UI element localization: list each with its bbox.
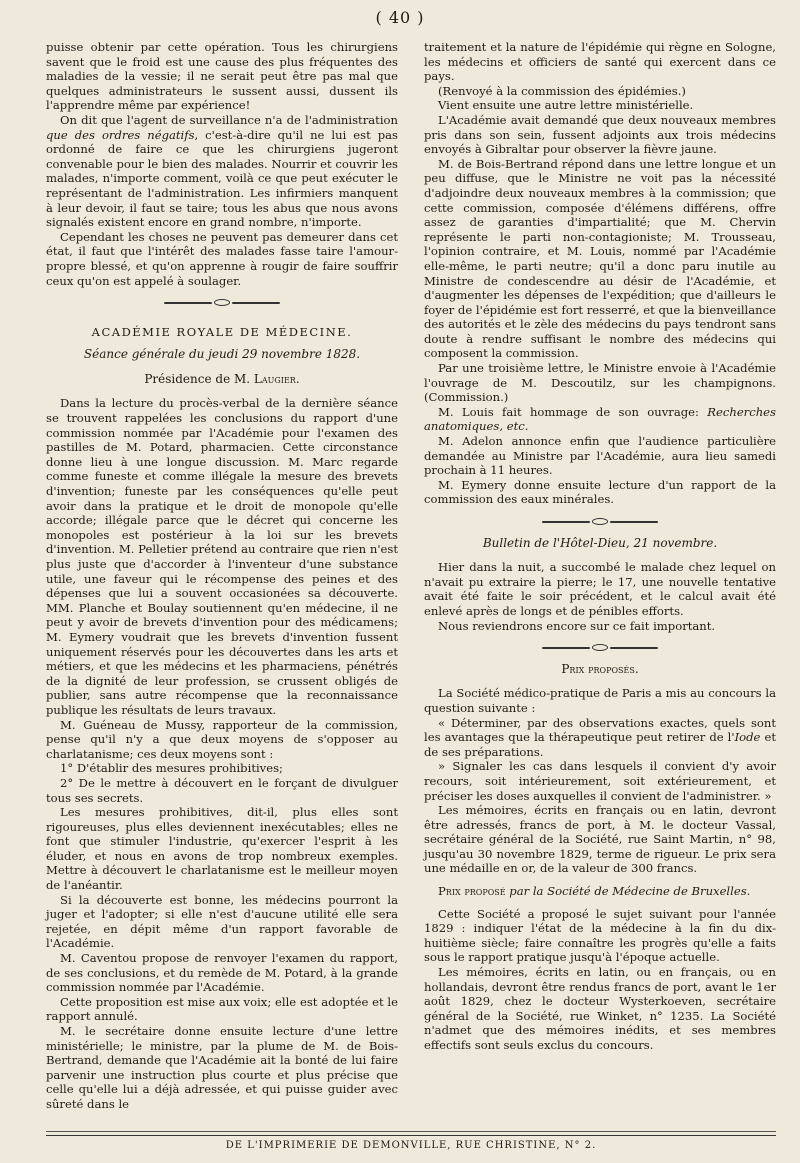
paragraph: traitement et la nature de l'épidémie qui règne en Sologne, les médecins et officiers de santé qui exercent dans ce pays.	[424, 40, 776, 84]
italic-text: Recherches anatomiques, etc.	[424, 404, 776, 434]
left-column	[46, 40, 398, 1112]
paragraph: M. le secrétaire donne ensuite lecture d'une lettre ministérielle; le ministre, par la plume de M. de Bois-Bertrand, demande que l'Académie ait la bonté de lui faire parvenir une instruction plus courte et plus précise que celle qu'elle lui a déjà adressée, et qui puisse guider avec sûreté dans le	[46, 1024, 398, 1111]
paragraph: Les mesures prohibitives, dit-il, plus elles sont rigoureuses, plus elles deviennent inexécutables; elles ne font que stimuler l'industrie, qu'exercer l'esprit à les éluder, et nous en avons de trop nombreux exemples. Mettre à découvert le charlatanisme est le meilleur moyen de l'anéantir.	[46, 805, 398, 893]
ornament-divider	[424, 641, 776, 656]
paragraph: M. Guéneau de Mussy, rapporteur de la commission, pense qu'il n'y a que deux moyens de s'opposer au charlatanisme; ces deux moyens sont :	[46, 717, 398, 761]
paragraph: Cependant les choses ne peuvent pas demeurer dans cet état, il faut que l'intérêt des malades fasse taire l'amour-propre blessé, et qu'on apprenne à rougir de faire souffrir ceux qu'on est appelé à soulager.	[46, 229, 398, 288]
paragraph: Les mémoires, écrits en latin, ou en français, ou en hollandais, devront être rendus francs de port, avant le 1er août 1829, chez le docteur Wysterkoeven, secrétaire général de la Société, rue Winket, n° 1235. La Société n'admet que des mémoires inédits, et ses membres effectifs sont seuls exclus du concours.	[424, 965, 776, 1052]
paragraph: La Société médico-pratique de Paris a mis au concours la question suivante :	[424, 686, 776, 715]
paragraph: 2° De le mettre à découvert en le forçant de divulguer tous ses secrets.	[46, 775, 398, 805]
text: Présidence de M.	[144, 371, 254, 386]
paragraph: Cette proposition est mise aux voix; elle est adoptée et le rapport annulé.	[46, 994, 398, 1024]
paragraph: M. Caventou propose de renvoyer l'examen du rapport, de ses conclusions, et du remède de M. Potard, à la grande commission nommée par l'Académie.	[46, 951, 398, 995]
paragraph	[424, 405, 776, 434]
text: Prix proposé	[438, 884, 510, 899]
italic-text: que des ordres négatifs	[46, 127, 195, 142]
printer-imprint: DE L'IMPRIMERIE DE DEMONVILLE, RUE CHRISTINE, N° 2.	[46, 1135, 776, 1151]
paragraph: puisse obtenir par cette opération. Tous les chirurgiens savent que le froid est une cause des plus fréquentes des maladies de la vessie; il ne serait peut être pas mal que quelques administrateurs le sussent aussi, dussent ils l'apprendre même par expérience!	[46, 40, 398, 113]
paragraph: M. de Bois-Bertrand répond dans une lettre longue et un peu diffuse, que le Ministre ne voit pas la nécessité d'adjoindre deux nouveaux membres à la commission; que cette commission, composée d'élémens différens, offre assez de garanties d'impartialité; que M. Chervin représente le parti non-contagioniste; M. Trousseau, l'opinion contraire, et M. Louis, nommé par l'Académie elle-même, le parti neutre; qu'il a donc paru inutile au Ministre de condescendre au désir de l'Académie, et d'augmenter les dépenses de l'expédition; que d'ailleurs le foyer de l'épidémie est fort resserré, et que la bienveillance des autorités et le zèle des médecins du pays tendront sans doute à rendre suffisant le nombre des médecins qui composent la commission.	[424, 156, 776, 361]
italic-text: Iode	[734, 730, 761, 745]
paragraph: » Signaler les cas dans lesquels il convient d'y avoir recours, soit intérieurement, soit extérieurement, et préciser les doses auxquelles il convient de l'administrer. »	[424, 759, 776, 803]
paragraph	[424, 716, 776, 760]
paragraph: Hier dans la nuit, a succombé le malade chez lequel on n'avait pu extraire la pierre; le 17, une nouvelle tentative avait été faite le soir précédent, et le calcul avait été enlevé après de longs et de pénibles efforts.	[424, 560, 776, 618]
paragraph: Vient ensuite une autre lettre ministérielle.	[438, 98, 694, 113]
paragraph: Les mémoires, écrits en français ou en latin, devront être adressés, francs de port, à M. le docteur Vassal, secrétaire général de la Société, rue Saint Martin, n° 98, jusqu'au 30 novembre 1829, terme de rigueur. Le prix sera une médaille en or, de la valeur de 300 francs.	[424, 803, 776, 876]
text: Bulletin de l'Hôtel-Dieu	[482, 535, 626, 550]
section-subheading	[424, 884, 776, 899]
text: « Déterminer, par des observations exactes, quels sont les avantages que la thérapeutique peut retirer de l'	[424, 715, 776, 745]
page-number: ( 40 )	[375, 8, 425, 27]
text: M. Louis fait hommage de son ouvrage:	[438, 404, 708, 419]
president-name: Laugier.	[253, 371, 300, 386]
section-heading: ACADÉMIE ROYALE DE MÉDECINE.	[91, 324, 353, 339]
right-column	[424, 40, 776, 1053]
text: , c'est-à-dire qu'il ne lui est pas ordonné de faire ce que les chirurgiens jugeront convenable pour le bien des malades. Nourrir et couvrir les malades, n'importe comment, voilà ce que peut exécuter le représentant de l'administration. Les infirmiers manquent à leur devoir, il faut se taire; tous les abus que nous avons signalés existent encore en grand nombre, n'importe.	[46, 127, 399, 230]
bulletin-heading	[424, 536, 776, 551]
paragraph: L'Académie avait demandé que deux nouveaux membres pris dans son sein, fussent adjoints aux trois médecins envoyés à Gibraltar pour observer la fièvre jaune.	[424, 112, 776, 157]
ornament-divider	[46, 296, 398, 311]
section-heading: Prix proposés.	[561, 661, 639, 676]
paragraph: Nous reviendrons encore sur ce fait important.	[438, 618, 716, 633]
paragraph: Dans la lecture du procès-verbal de la dernière séance se trouvent rappelées les conclusions du rapport d'une commission nommée par l'Académie pour l'examen des pastilles de M. Potard, pharmacien. Cette circonstance donne lieu à une longue discussion. M. Marc regarde comme funeste et comme illégale la mesure des brevets d'invention; funeste par les conséquences qu'elle peut avoir dans la pratique et le droit de monopole qu'elle accorde; illégale parce que le décret qui concerne les monopoles est postérieur à la loi sur les brevets d'invention. M. Pelletier prétend au contraire que rien n'est plus juste que d'accorder à l'inventeur d'une substance utile, une faveur qui le récompense des peines et des dépenses que lui a souvent occasionées sa découverte. MM. Planche et Boulay soutiennent qu'en médecine, il ne peut y avoir de brevets d'invention pour des médicamens; M. Eymery voudrait que les brevets d'invention fussent uniquement réservés pour les découvertes dans les arts et métiers, et que les médecins et les pharmaciens, pénétrés de la dignité de leur profession, se crussent obligés de publier, sans autre récompense que la reconnaissance publique les résultats de leurs travaux.	[46, 396, 398, 717]
text: On dit que l'agent de surveillance n'a de l'administration	[60, 112, 398, 127]
paragraph: Si la découverte est bonne, les médecins pourront la juger et l'adopter; si elle n'est d'aucune utilité elle sera rejetée, en dépit même d'un rapport favorable de l'Académie.	[46, 892, 398, 951]
paragraph: M. Eymery donne ensuite lecture d'un rapport de la commission des eaux minérales.	[424, 477, 776, 507]
paragraph: 1° D'établir des mesures prohibitives;	[60, 761, 283, 776]
paragraph: Par une troisième lettre, le Ministre envoie à l'Académie l'ouvrage de M. Descoutilz, sur les champignons. (Commission.)	[424, 361, 776, 405]
paragraph: (Renvoyé à la commission des épidémies.)	[438, 83, 686, 98]
paragraph: Cette Société a proposé le sujet suivant pour l'année 1829 : indiquer l'état de la médecine à la fin du dix-huitième siècle; faire connaître les progrès qu'elle a faits sous le rapport pratique jusqu'à l'époque actuelle.	[424, 906, 776, 965]
text: et de ses préparations.	[424, 730, 776, 759]
italic-text: par la Société de Médecine de Bruxelles.	[509, 884, 751, 899]
session-subheading: Séance générale du jeudi 29 novembre 1828.	[83, 347, 361, 362]
presidency-line	[46, 372, 398, 387]
text: , 21 novembre.	[625, 535, 718, 550]
paragraph: M. Adelon annonce enfin que l'audience particulière demandée au Ministre par l'Académie, aura lieu samedi prochain à 11 heures.	[424, 434, 776, 478]
paragraph	[46, 113, 398, 230]
footer-rule	[46, 1131, 776, 1132]
ornament-divider	[424, 515, 776, 530]
